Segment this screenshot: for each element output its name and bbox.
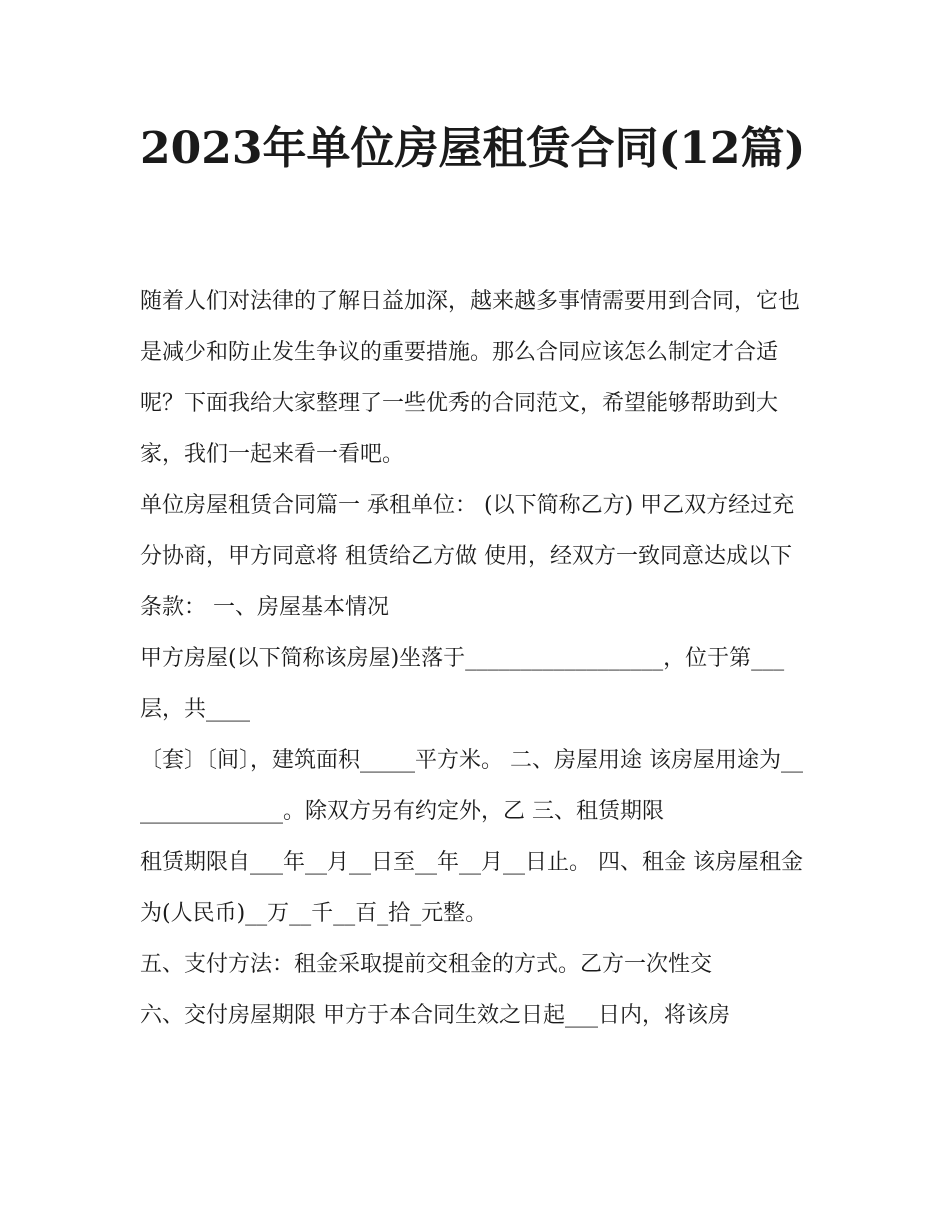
document-body: [140, 276, 812, 1041]
house-area-usage-paragraph: 〔套〕〔间〕，建筑面积_____平方米。 二、房屋用途 该房屋用途为_______________。除双方另有约定外，乙 三、租赁期限: [140, 748, 803, 824]
contract-opening-paragraph: 单位房屋租赁合同篇一 承租单位： (以下简称乙方) 甲乙双方经过充分协商，甲方同意将 租赁给乙方做 使用，经双方一致同意达成以下条款： 一、房屋基本情况: [140, 493, 795, 620]
intro-paragraph: 随着人们对法律的了解日益加深，越来越多事情需要用到合同，它也是减少和防止发生争议的重要措施。那么合同应该怎么制定才合适呢？下面我给大家整理了一些优秀的合同范文，希望能够帮助到大家，我们一起来看一看吧。: [140, 289, 801, 467]
document-title: 2023年单位房屋租赁合同(12篇): [140, 123, 806, 174]
payment-method-paragraph: 五、支付方法：租金采取提前交租金的方式。乙方一次性交: [140, 952, 713, 977]
lease-term-rent-paragraph: 租赁期限自___年__月__日至__年__月__日止。 四、租金 该房屋租金为(人民币)__万__千__百_拾_元整。: [140, 850, 803, 926]
delivery-term-paragraph: 六、交付房屋期限 甲方于本合同生效之日起___日内，将该房: [140, 1003, 730, 1028]
house-location-paragraph: 甲方房屋(以下简称该房屋)坐落于__________________，位于第___层，共____: [140, 646, 785, 722]
